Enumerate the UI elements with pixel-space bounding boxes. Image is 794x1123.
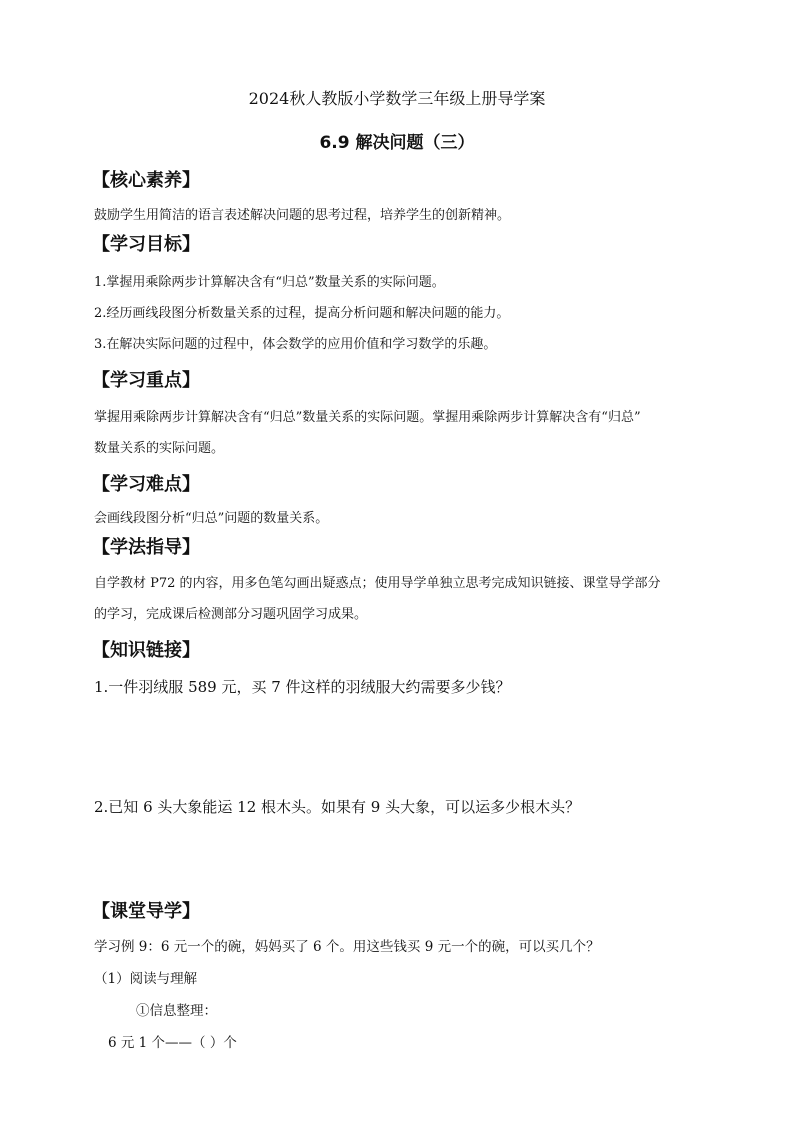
info-organize-label: ①信息整理：: [136, 1003, 217, 1019]
document-title: 2024秋人教版小学数学三年级上册导学案: [248, 89, 546, 108]
link-question: 1.一件羽绒服 589 元，买 7 件这样的羽绒服大约需要多少钱？: [94, 678, 511, 696]
core-text: 鼓励学生用简洁的语言表述解决问题的思考过程，培养学生的创新精神。: [94, 208, 511, 223]
heading-difficulty: 【学习难点】: [92, 474, 200, 495]
fill-in-blank: 6 元 1 个——（ ）个: [108, 1035, 237, 1051]
method-text-line: 的学习，完成课后检测部分习题巩固学习成果。: [94, 607, 368, 622]
step-read-understand: （1）阅读与理解: [94, 971, 198, 987]
heading-core: 【核心素养】: [92, 170, 200, 191]
goal-item: 1.掌握用乘除两步计算解决含有“归总”数量关系的实际问题。: [94, 275, 445, 290]
goal-item: 2.经历画线段图分析数量关系的过程，提高分析问题和解决问题的能力。: [94, 306, 510, 321]
lesson-title: 6.9 解决问题（三）: [319, 133, 475, 153]
heading-focus: 【学习重点】: [92, 370, 200, 391]
heading-guide: 【课堂导学】: [92, 901, 200, 922]
method-text-line: 自学教材 P72 的内容，用多色笔勾画出疑惑点；使用导学单独立思考完成知识链接、课堂导学部分: [94, 576, 661, 591]
heading-method: 【学法指导】: [92, 537, 200, 558]
difficulty-text: 会画线段图分析“归总”问题的数量关系。: [94, 511, 329, 526]
link-question: 2.已知 6 头大象能运 12 根木头。如果有 9 头大象，可以运多少根木头？: [94, 798, 581, 816]
heading-links: 【知识链接】: [92, 640, 200, 661]
example-question: 学习例 9：6 元一个的碗，妈妈买了 6 个。用这些钱买 9 元一个的碗，可以买几个？: [94, 939, 600, 955]
focus-text-line: 掌握用乘除两步计算解决含有“归总”数量关系的实际问题。掌握用乘除两步计算解决含有“归总”: [94, 410, 641, 425]
focus-text-line: 数量关系的实际问题。: [94, 441, 225, 456]
heading-goals: 【学习目标】: [92, 234, 200, 255]
goal-item: 3.在解决实际问题的过程中，体会数学的应用价值和学习数学的乐趣。: [94, 337, 497, 352]
